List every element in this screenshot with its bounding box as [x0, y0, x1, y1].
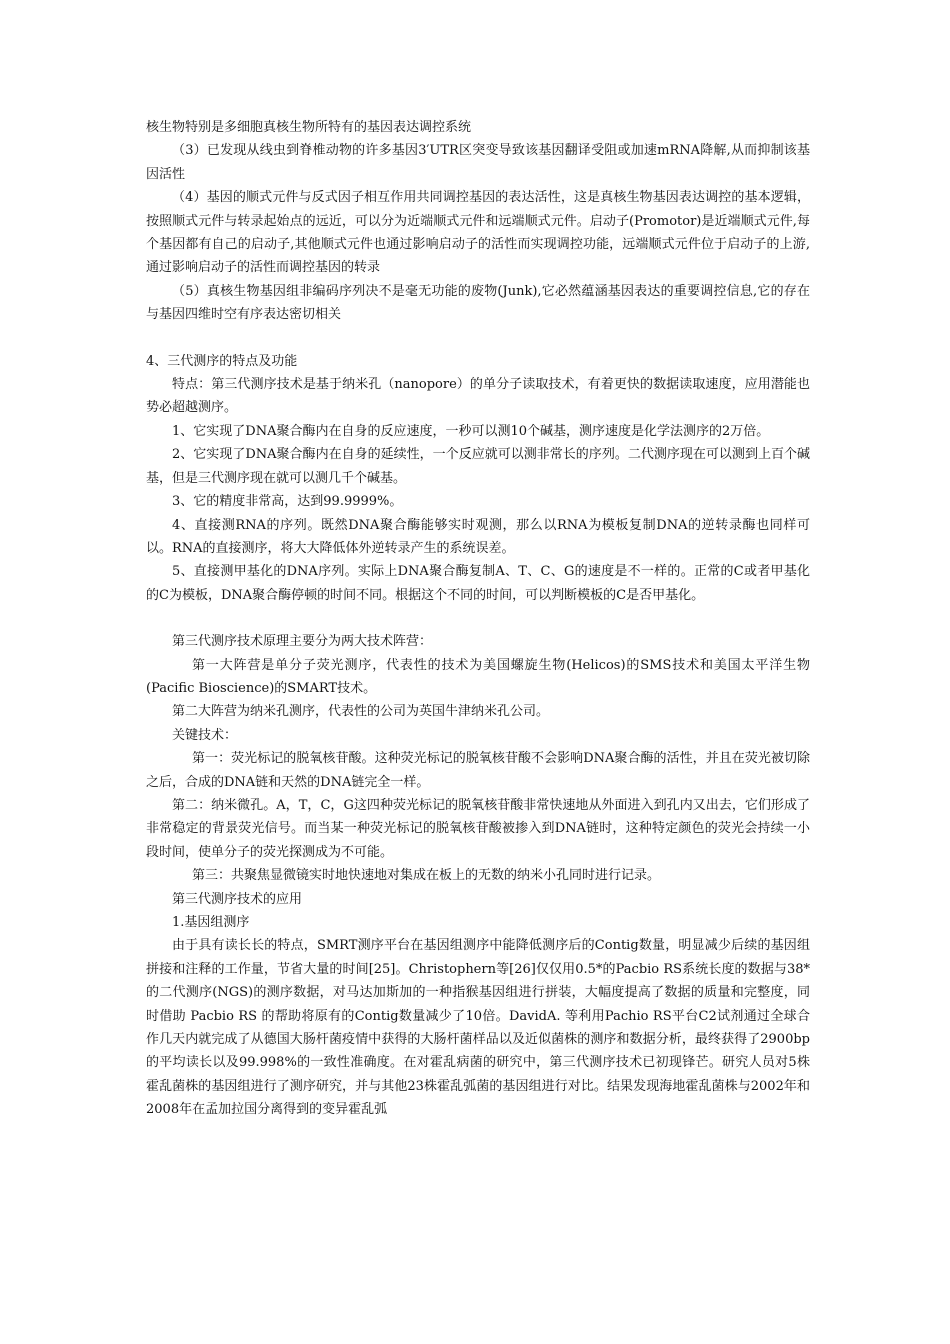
paragraph-feature-3: 3、它的精度非常高，达到99.9999%。	[172, 494, 403, 510]
spacer	[146, 607, 810, 630]
paragraph-features: 特点：第三代测序技术是基于纳米孔（nanopore）的单分子读取技术，有着更快的数据读取速度，应用潜能也势必超越测序。	[146, 377, 810, 416]
paragraph-camp-2: 第二大阵营为纳米孔测序，代表性的公司为英国牛津纳米孔公司。	[172, 704, 550, 720]
paragraph-genome-text: 由于具有读长长的特点，SMRT测序平台在基因组测序中能降低测序后的Contig数量，明显减少后续的基因组拼接和注释的工作量，节省大量的时间[25]。Christophern等[26]仅仅用0.5*的Pacbio RS系统长度的数据与38*的二代测序(NGS)的测序数据，对马达加斯加的一种指猴基因组进行拼装，大幅度提高了数据的质量和完整度，同时借助 Pacbio RS 的帮助将原有的Contig数量减少了10倍。DavidA. 等利用Pachio RS平台C2试剂通过全球合作几天内就完成了从德国大肠杆菌疫情中获得的大肠杆菌样品以及近似菌株的测序和数据分析，最终获得了2900bp的平均读长以及99.998%的一致性准确度。在对霍乱病菌的研究中，第三代测序技术已初现锋芒。研究人员对5株霍乱菌株的基因组进行了测序研究，并与其他23株霍乱弧菌的基因组进行对比。结果发现海地霍乱菌株与2002年和2008年在孟加拉国分离得到的变异霍乱弧	[146, 938, 810, 1118]
paragraph-principle-intro: 第三代测序技术原理主要分为两大技术阵营：	[172, 634, 433, 650]
paragraph-genome-heading: 1.基因组测序	[172, 915, 250, 930]
paragraph-continuation: 核生物特别是多细胞真核生物所特有的基因表达调控系统	[146, 120, 472, 135]
paragraph-application-heading: 第三代测序技术的应用	[172, 891, 303, 907]
paragraph-key-1: 第一：荧光标记的脱氧核苷酸。这种荧光标记的脱氧核苷酸不会影响DNA聚合酶的活性，并且在荧光被切除之后，合成的DNA链和天然的DNA链完全一样。	[146, 751, 810, 790]
spacer	[146, 327, 810, 350]
paragraph-feature-5: 5、直接测甲基化的DNA序列。实际上DNA聚合酶复制A、T、C、G的速度是不一样的。正常的C或者甲基化的C为模板，DNA聚合酶停顿的时间不同。根据这个不同的时间，可以判断模板的C是否甲基化。	[146, 564, 810, 603]
paragraph-feature-1: 1、它实现了DNA聚合酶内在自身的反应速度，一秒可以测10个碱基，测序速度是化学法测序的2万倍。	[172, 423, 770, 439]
paragraph-point-3: （3）已发现从线虫到脊椎动物的许多基因3′UTR区突变导致该基因翻译受阻或加速mRNA降解,从而抑制该基因活性	[146, 143, 810, 182]
paragraph-key-3: 第三：共聚焦显微镜实时地快速地对集成在板上的无数的纳米小孔同时进行记录。	[192, 868, 661, 884]
paragraph-camp-1: 第一大阵营是单分子荧光测序，代表性的技术为美国螺旋生物(Helicos)的SMS技术和美国太平洋生物(Pacific Bioscience)的SMART技术。	[146, 657, 810, 696]
paragraph-feature-2: 2、它实现了DNA聚合酶内在自身的延续性，一个反应就可以测非常长的序列。二代测序现在可以测到上百个碱基，但是三代测序现在就可以测几千个碱基。	[146, 447, 810, 486]
paragraph-feature-4: 4、直接测RNA的序列。既然DNA聚合酶能够实时观测，那么以RNA为模板复制DNA的逆转录酶也同样可以。RNA的直接测序，将大大降低体外逆转录产生的系统误差。	[146, 517, 810, 556]
paragraph-key-2: 第二：纳米微孔。A，T，C，G这四种荧光标记的脱氧核苷酸非常快速地从外面进入到孔内又出去，它们形成了非常稳定的背景荧光信号。而当某一种荧光标记的脱氧核苷酸被掺入到DNA链时，这种特定颜色的荧光会持续一小段时间，使单分子的荧光探测成为不可能。	[146, 797, 810, 860]
paragraph-point-4: （4）基因的顺式元件与反式因子相互作用共同调控基因的表达活性，这是真核生物基因表达调控的基本逻辑，按照顺式元件与转录起始点的远近，可以分为近端顺式元件和远端顺式元件。启动子(Promotor)是近端顺式元件,每个基因都有自己的启动子,其他顺式元件也通过影响启动子的活性而实现调控功能，远端顺式元件位于启动子的上游,通过影响启动子的活性而调控基因的转录	[146, 190, 810, 276]
section-heading: 4、三代测序的特点及功能	[146, 353, 298, 369]
paragraph-key-heading: 关键技术：	[172, 727, 238, 743]
paragraph-point-5: （5）真核生物基因组非编码序列决不是毫无功能的废物(Junk),它必然蕴涵基因表达的重要调控信息,它的存在与基因四维时空有序表达密切相关	[146, 283, 810, 323]
document-page	[146, 116, 810, 1122]
